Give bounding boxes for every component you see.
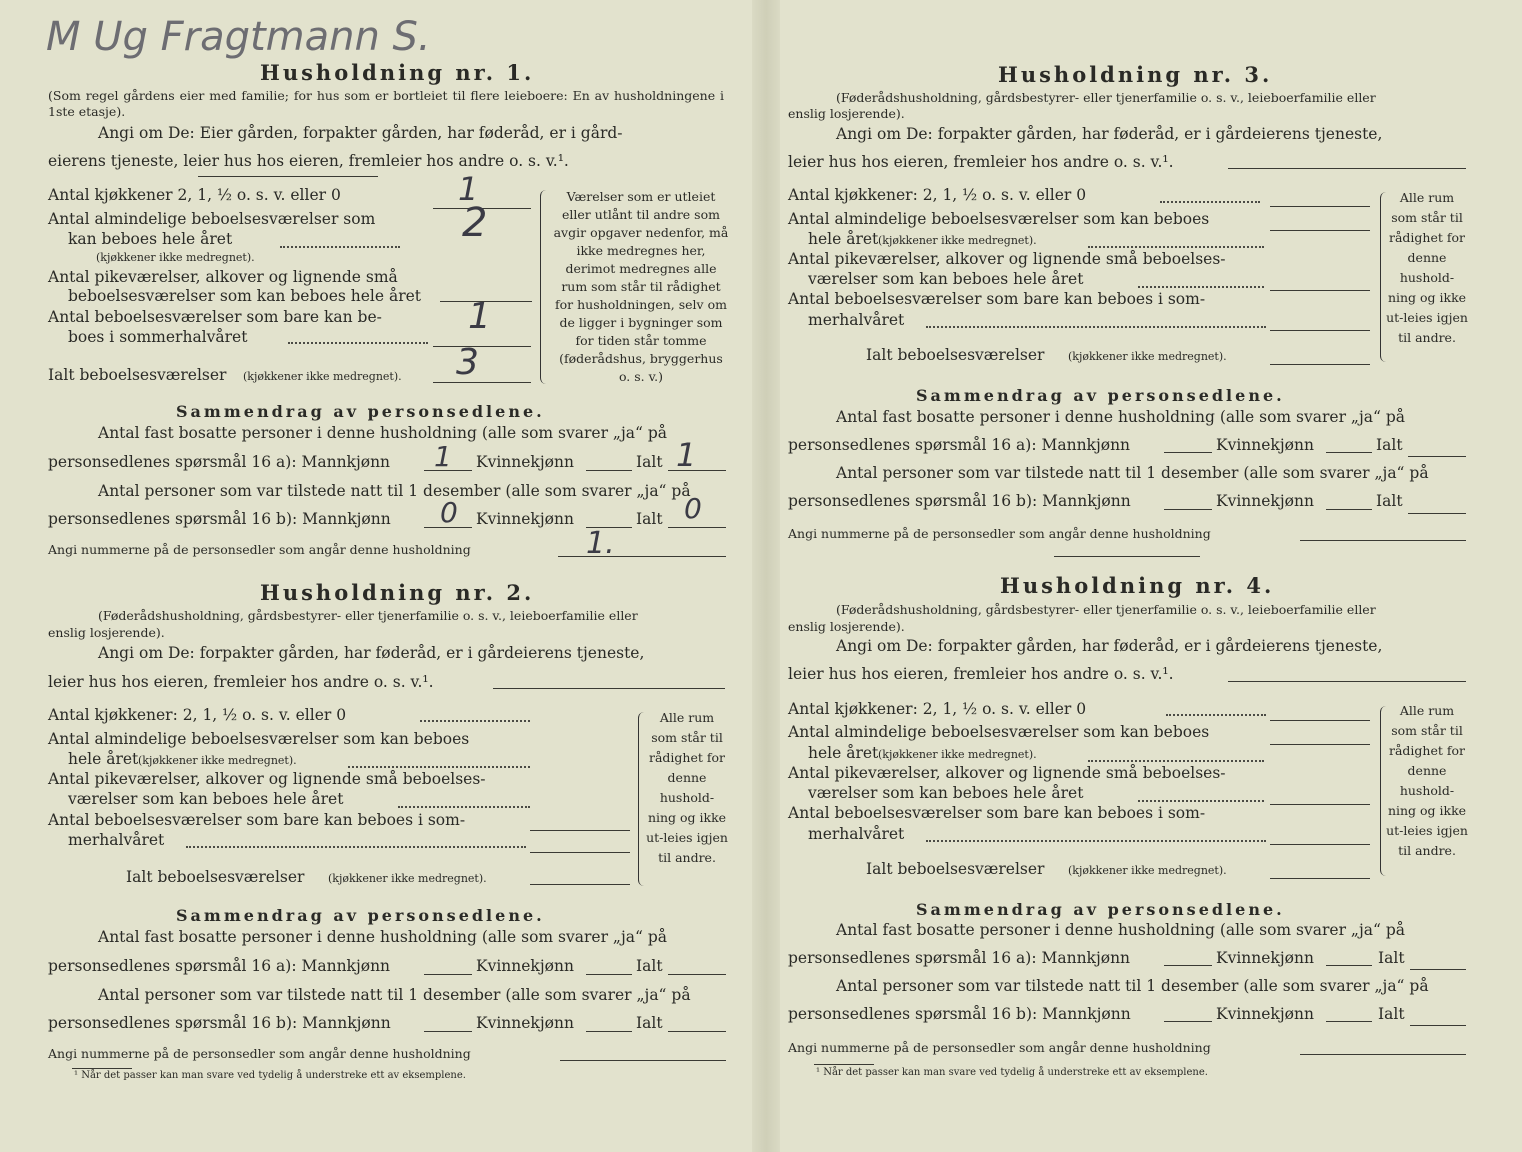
answer-line[interactable] — [1300, 540, 1466, 541]
household-4-sum-a-2: personsedlenes spørsmål 16 a): Mannkjønn — [788, 949, 1131, 967]
ialt-label: Ialt — [1376, 436, 1403, 454]
answer-line[interactable] — [1270, 720, 1370, 721]
answer-line[interactable] — [1270, 804, 1370, 805]
household-1-maid-1: Antal pikeværelser, alkover og lignende små — [48, 268, 398, 286]
answer-line[interactable] — [424, 974, 472, 975]
household-4-title: Husholdning nr. 4. — [1000, 573, 1275, 598]
answer-total: 3 — [456, 342, 479, 383]
household-2-ordinary-note: (kjøkkener ikke medregnet). — [138, 754, 297, 767]
household-2-angi-line2: leier hus hos eieren, fremleier hos andre o. s. v.¹. — [48, 673, 434, 691]
ialt-label: Ialt — [1376, 492, 1403, 510]
dot-leader — [926, 326, 1266, 328]
household-2-sum-b-1: Antal personer som var tilstede natt til 1 desember (alle som svarer „ja“ på — [98, 986, 691, 1004]
dot-leader — [280, 246, 400, 248]
answer-line[interactable] — [1270, 364, 1370, 365]
household-3-summer-2: merhalvåret — [808, 311, 905, 329]
ialt-label: Ialt — [1378, 949, 1405, 967]
household-3-total: Ialt beboelsesværelser — [866, 346, 1045, 364]
household-3-kitchens: Antal kjøkkener: 2, 1, ½ o. s. v. eller 0 — [788, 186, 1087, 204]
header-handwriting: M Ug Fragtmann S. — [46, 14, 431, 60]
answer-line[interactable] — [1228, 168, 1466, 169]
answer-line[interactable] — [530, 884, 630, 885]
household-1-kitchens: Antal kjøkkener 2, 1, ½ o. s. v. eller 0 — [48, 186, 341, 204]
household-2-maid-1: Antal pikeværelser, alkover og lignende små beboelses- — [48, 770, 486, 788]
answer-line[interactable] — [433, 382, 531, 383]
household-4-sum-b-2: personsedlenes spørsmål 16 b): Mannkjønn — [788, 1005, 1131, 1023]
household-1-angi-line2: eierens tjeneste, leier hus hos eieren, fremleier hos andre o. s. v.¹. — [48, 152, 569, 170]
household-1-sum-b-1: Antal personer som var tilstede natt til 1 desember (alle som svarer „ja“ på — [98, 482, 691, 500]
dot-leader — [1088, 246, 1264, 248]
household-3-subtitle-2: enslig losjerende). — [788, 106, 905, 121]
household-2-summer-1: Antal beboelsesværelser som bare kan beboes i som- — [48, 811, 466, 829]
household-3-summer-1: Antal beboelsesværelser som bare kan beboes i som- — [788, 290, 1206, 308]
household-3-maid-2: værelser som kan beboes hele året — [808, 270, 1084, 288]
female-label: Kvinnekjønn — [1216, 1005, 1314, 1023]
household-1-ordinary-note: (kjøkkener ikke medregnet). — [96, 251, 255, 264]
answer-line[interactable] — [493, 688, 725, 689]
ialt-label: Ialt — [636, 1014, 663, 1032]
household-4-summary-title: Sammendrag av personsedlene. — [916, 900, 1285, 919]
household-1-summer-1: Antal beboelsesværelser som bare kan be- — [48, 308, 382, 326]
footnote-left: ¹ Når det passer kan man svare ved tydelig å understreke ett av eksemplene. — [74, 1070, 466, 1081]
household-1-angi-line1: Angi om De: Eier gården, forpakter gården, har føderåd, er i gård- — [98, 124, 623, 142]
dot-leader — [1160, 201, 1260, 203]
answer-line[interactable] — [1408, 513, 1466, 514]
answer-line[interactable] — [586, 470, 632, 471]
side-note-brace — [540, 190, 547, 384]
footnote-rule — [72, 1068, 132, 1069]
answer-ordinary: 2 — [462, 200, 488, 246]
ialt-label: Ialt — [636, 453, 663, 471]
household-3-angi-line2: leier hus hos eieren, fremleier hos andre o. s. v.¹. — [788, 153, 1174, 171]
dot-leader — [1088, 760, 1264, 762]
household-4-ordinary-1: Antal almindelige beboelsesværelser som kan beboes — [788, 723, 1210, 741]
answer-line[interactable] — [424, 1031, 472, 1032]
household-4-kitchens: Antal kjøkkener: 2, 1, ½ o. s. v. eller 0 — [788, 700, 1087, 718]
household-1-title: Husholdning nr. 1. — [260, 60, 535, 85]
side-note-brace — [638, 712, 645, 886]
answer-line[interactable] — [668, 1031, 726, 1032]
answer-numbers: 1. — [586, 526, 615, 561]
female-label: Kvinnekjønn — [476, 510, 574, 528]
ialt-label: Ialt — [636, 510, 663, 528]
household-3-sum-b-1: Antal personer som var tilstede natt til 1 desember (alle som svarer „ja“ på — [836, 464, 1429, 482]
household-3-ordinary-note: (kjøkkener ikke medregnet). — [878, 234, 1037, 247]
household-3-title: Husholdning nr. 3. — [998, 62, 1273, 87]
answer-line[interactable] — [1326, 965, 1372, 966]
dot-leader — [398, 806, 530, 808]
answer-line[interactable] — [586, 1031, 632, 1032]
household-3-ordinary-1: Antal almindelige beboelsesværelser som kan beboes — [788, 210, 1210, 228]
household-3-side-note: Alle rum som står til rådighet for denne hushold-ning og ikke ut-leies igjen til andre. — [1386, 190, 1468, 345]
household-3-ordinary-2: hele året — [808, 230, 879, 248]
ialt-label: Ialt — [1378, 1005, 1405, 1023]
household-4-angi-line1: Angi om De: forpakter gården, har føderåd, er i gårdeierens tjeneste, — [836, 637, 1383, 655]
household-2-numbers: Angi nummerne på de personsedler som angår denne husholdning — [48, 1046, 471, 1061]
answer-line[interactable] — [668, 974, 726, 975]
household-1-total: Ialt beboelsesværelser — [48, 366, 227, 384]
answer-line[interactable] — [1164, 965, 1212, 966]
household-4-ordinary-note: (kjøkkener ikke medregnet). — [878, 748, 1037, 761]
household-4-total-note: (kjøkkener ikke medregnet). — [1068, 864, 1227, 877]
household-2-maid-2: værelser som kan beboes hele året — [68, 790, 344, 808]
footnote-rule — [814, 1064, 874, 1065]
female-label: Kvinnekjønn — [1216, 436, 1314, 454]
answer-kitchens: 1 — [458, 170, 479, 208]
household-1-ordinary-2: kan beboes hele året — [68, 230, 233, 248]
household-3-total-note: (kjøkkener ikke medregnet). — [1068, 350, 1227, 363]
ialt-label: Ialt — [636, 957, 663, 975]
household-1-sum-b-2: personsedlenes spørsmål 16 b): Mannkjønn — [48, 510, 391, 528]
household-3-subtitle-1: (Føderådshusholdning, gårdsbestyrer- eller tjenerfamilie o. s. v., leieboerfamilie eller — [836, 90, 1376, 105]
household-4-sum-b-1: Antal personer som var tilstede natt til 1 desember (alle som svarer „ja“ på — [836, 977, 1429, 995]
dot-leader — [1138, 800, 1264, 802]
household-2-title: Husholdning nr. 2. — [260, 580, 535, 605]
household-1-summary-title: Sammendrag av personsedlene. — [176, 402, 545, 421]
section-divider — [1054, 556, 1200, 557]
household-4-summer-2: merhalvåret — [808, 825, 905, 843]
household-4-numbers: Angi nummerne på de personsedler som angår denne husholdning — [788, 1040, 1211, 1055]
household-1-summer-2: boes i sommerhalvåret — [68, 328, 248, 346]
household-2-kitchens: Antal kjøkkener: 2, 1, ½ o. s. v. eller 0 — [48, 706, 347, 724]
answer-line[interactable] — [1164, 452, 1212, 453]
household-2-ordinary-1: Antal almindelige beboelsesværelser som kan beboes — [48, 730, 470, 748]
underline-leier-hus — [198, 176, 378, 177]
dot-leader — [1138, 286, 1264, 288]
answer-a-total: 1 — [676, 436, 697, 474]
household-2-summer-2: merhalvåret — [68, 831, 165, 849]
household-3-maid-1: Antal pikeværelser, alkover og lignende små beboelses- — [788, 250, 1226, 268]
answer-line[interactable] — [1270, 290, 1370, 291]
household-2-total-note: (kjøkkener ikke medregnet). — [328, 872, 487, 885]
household-2-subtitle-2: enslig losjerende). — [48, 625, 165, 640]
answer-line[interactable] — [530, 852, 630, 853]
answer-line[interactable] — [433, 346, 531, 347]
answer-a-male: 1 — [434, 440, 452, 473]
answer-line[interactable] — [1326, 1021, 1372, 1022]
page-fold — [752, 0, 780, 1152]
household-2-ordinary-2: hele året — [68, 750, 139, 768]
household-2-sum-a-2: personsedlenes spørsmål 16 a): Mannkjønn — [48, 957, 391, 975]
answer-line[interactable] — [1408, 456, 1466, 457]
household-1-ordinary-1: Antal almindelige beboelsesværelser som — [48, 210, 376, 228]
answer-line[interactable] — [1300, 1054, 1466, 1055]
dot-leader — [420, 720, 530, 722]
household-2-side-note: Alle rum som står til rådighet for denne hushold-ning og ikke ut-leies igjen til andre. — [646, 710, 728, 865]
answer-line[interactable] — [1164, 509, 1212, 510]
answer-line[interactable] — [1270, 330, 1370, 331]
answer-line[interactable] — [530, 830, 630, 831]
female-label: Kvinnekjønn — [1216, 492, 1314, 510]
household-4-subtitle-1: (Føderådshusholdning, gårdsbestyrer- eller tjenerfamilie o. s. v., leieboerfamilie eller — [836, 602, 1376, 617]
dot-leader — [186, 846, 526, 848]
footnote-right: ¹ Når det passer kan man svare ved tydelig å understreke ett av eksemplene. — [816, 1067, 1208, 1078]
household-3-angi-line1: Angi om De: forpakter gården, har føderåd, er i gårdeierens tjeneste, — [836, 125, 1383, 143]
dot-leader — [926, 840, 1266, 842]
answer-line[interactable] — [1410, 1025, 1466, 1026]
household-1-total-note: (kjøkkener ikke medregnet). — [243, 370, 402, 383]
answer-line[interactable] — [1228, 681, 1466, 682]
dot-leader — [1166, 714, 1266, 716]
answer-line[interactable] — [1270, 844, 1370, 845]
answer-line[interactable] — [1270, 878, 1370, 879]
household-4-maid-2: værelser som kan beboes hele året — [808, 784, 1084, 802]
household-3-numbers: Angi nummerne på de personsedler som angår denne husholdning — [788, 526, 1211, 541]
household-2-angi-line1: Angi om De: forpakter gården, har føderåd, er i gårdeierens tjeneste, — [98, 644, 645, 662]
household-4-side-note: Alle rum som står til rådighet for denne hushold-ning og ikke ut-leies igjen til andre. — [1386, 703, 1468, 858]
dot-leader — [348, 766, 530, 768]
household-4-ordinary-2: hele året — [808, 744, 879, 762]
answer-line[interactable] — [586, 974, 632, 975]
household-4-summer-1: Antal beboelsesværelser som bare kan beboes i som- — [788, 804, 1206, 822]
household-4-total: Ialt beboelsesværelser — [866, 860, 1045, 878]
answer-line[interactable] — [668, 527, 726, 528]
household-1-numbers: Angi nummerne på de personsedler som angår denne husholdning — [48, 542, 471, 557]
answer-summer: 1 — [468, 296, 491, 337]
answer-line[interactable] — [1410, 969, 1466, 970]
household-2-subtitle-1: (Føderådshusholdning, gårdsbestyrer- eller tjenerfamilie o. s. v., leieboerfamilie eller — [98, 608, 638, 623]
household-3-sum-a-2: personsedlenes spørsmål 16 a): Mannkjønn — [788, 436, 1131, 454]
household-1-subtitle: (Som regel gårdens eier med familie; for hus som er bortleiet til flere leieboere: En av husholdningene i 1ste etasje). — [48, 88, 724, 119]
answer-b-male: 0 — [440, 496, 458, 529]
female-label: Kvinnekjønn — [476, 453, 574, 471]
answer-line[interactable] — [1326, 452, 1372, 453]
household-3-sum-a-1: Antal fast bosatte personer i denne husholdning (alle som svarer „ja“ på — [836, 408, 1406, 426]
household-4-angi-line2: leier hus hos eieren, fremleier hos andre o. s. v.¹. — [788, 665, 1174, 683]
answer-line[interactable] — [1270, 744, 1370, 745]
answer-line[interactable] — [560, 1060, 726, 1061]
household-4-subtitle-2: enslig losjerende). — [788, 619, 905, 634]
household-1-maid-2: beboelsesværelser som kan beboes hele året — [68, 287, 422, 305]
answer-b-total: 0 — [684, 492, 702, 525]
household-1-sum-a-2: personsedlenes spørsmål 16 a): Mannkjønn — [48, 453, 391, 471]
household-1-sum-a-1: Antal fast bosatte personer i denne husholdning (alle som svarer „ja“ på — [98, 424, 668, 442]
household-2-sum-b-2: personsedlenes spørsmål 16 b): Mannkjønn — [48, 1014, 391, 1032]
female-label: Kvinnekjønn — [1216, 949, 1314, 967]
answer-line[interactable] — [1326, 509, 1372, 510]
household-1-side-note: Værelser som er utleiet eller utlånt til andre som avgir opgaver nedenfor, må ikke medregnes her, derimot medregnes alle rum som står til rådighet for husholdningen, selv om de ligger i bygninger som for tiden står tomme (føderådshus, bryggerhus o. s. v.) — [553, 189, 729, 384]
household-2-sum-a-1: Antal fast bosatte personer i denne husholdning (alle som svarer „ja“ på — [98, 928, 668, 946]
household-2-summary-title: Sammendrag av personsedlene. — [176, 906, 545, 925]
household-3-summary-title: Sammendrag av personsedlene. — [916, 386, 1285, 405]
household-3-sum-b-2: personsedlenes spørsmål 16 b): Mannkjønn — [788, 492, 1131, 510]
female-label: Kvinnekjønn — [476, 957, 574, 975]
answer-line[interactable] — [558, 556, 726, 557]
answer-line[interactable] — [1164, 1021, 1212, 1022]
household-4-maid-1: Antal pikeværelser, alkover og lignende små beboelses- — [788, 764, 1226, 782]
household-2-total: Ialt beboelsesværelser — [126, 868, 305, 886]
female-label: Kvinnekjønn — [476, 1014, 574, 1032]
answer-line[interactable] — [1270, 230, 1370, 231]
answer-line[interactable] — [1270, 206, 1370, 207]
dot-leader — [288, 342, 428, 344]
household-4-sum-a-1: Antal fast bosatte personer i denne husholdning (alle som svarer „ja“ på — [836, 921, 1406, 939]
